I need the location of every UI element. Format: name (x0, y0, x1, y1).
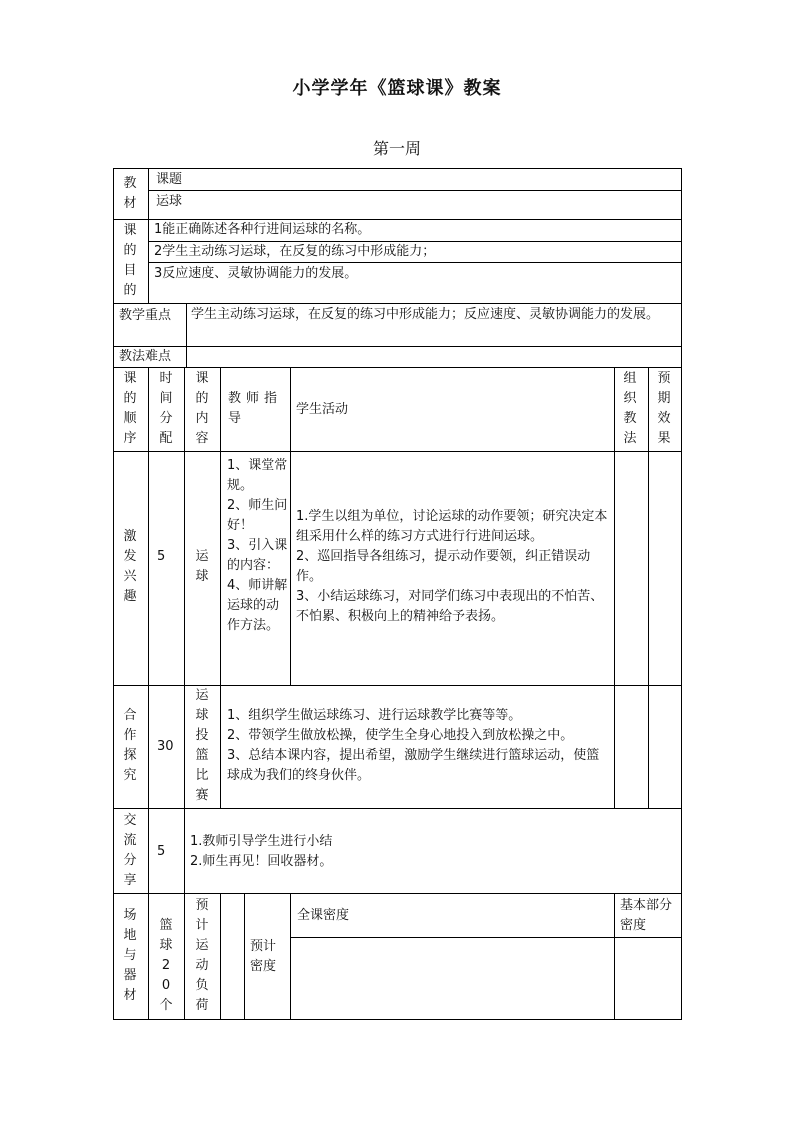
row-divider (113, 367, 682, 368)
density-label: 预计密度 (250, 939, 277, 974)
goal-item: 3反应速度、灵敏协调能力的发展。 (154, 266, 358, 281)
col-divider (290, 367, 291, 685)
equipment-value: 篮球20个 (159, 918, 173, 1013)
phase-time: 30 (157, 739, 174, 754)
goals-label: 课的目的 (123, 223, 137, 298)
col-divider (290, 893, 291, 1020)
phase-activity: 1、组织学生做运球练习、进行运球教学比赛等等。 2、带领学生做放松操，使学生全身心地投入到放松操之中。 3、总结本课内容，提出希望，激励学生继续进行篮球运动，使篮球成为我们的终身伙伴。 (227, 708, 600, 783)
focus-text: 学生主动练习运球，在反复的练习中形成能力；反应速度、灵敏协调能力的发展。 (191, 307, 660, 322)
header-time: 时间分配 (159, 371, 173, 446)
col-divider (614, 893, 615, 1020)
col-divider (614, 367, 615, 685)
phase-order: 合作探究 (123, 708, 137, 783)
difficulty-label: 教法难点 (119, 349, 172, 364)
row-divider (113, 451, 682, 452)
overall-density-label: 全课密度 (297, 908, 350, 923)
col-divider (148, 367, 149, 1020)
col-divider (648, 367, 649, 685)
material-label: 教材 (123, 176, 137, 211)
row-divider (113, 893, 682, 894)
basic-density-label: 基本部分密度 (620, 898, 673, 933)
row-divider (113, 303, 682, 304)
col-divider (220, 367, 221, 685)
col-divider (186, 303, 187, 346)
equipment-label: 场地与器材 (123, 908, 137, 1003)
col-divider (184, 367, 185, 1020)
phase-time: 5 (157, 844, 166, 859)
col-divider (148, 168, 149, 303)
phase-content: 运球投篮比赛 (195, 688, 209, 803)
header-effect: 预期效果 (657, 371, 671, 446)
goal-item: 1能正确陈述各种行进间运球的名称。 (154, 222, 371, 237)
week-heading: 第一周 (372, 139, 421, 158)
phase-order: 激发兴趣 (123, 529, 137, 604)
goal-item: 2学生主动练习运球，在反复的练习中形成能力； (154, 244, 436, 259)
focus-label: 教学重点 (119, 308, 172, 323)
phase-activity: 1.教师引导学生进行小结 2.师生再见！回收器材。 (190, 834, 333, 869)
header-teacher: 教师指导 (228, 391, 283, 426)
topic-value: 运球 (156, 194, 183, 209)
topic-label: 课题 (156, 172, 183, 187)
phase-time: 5 (157, 549, 166, 564)
row-divider (113, 808, 682, 809)
row-divider (148, 262, 682, 263)
col-divider (648, 685, 649, 808)
phase-content: 运球 (195, 549, 209, 584)
header-order: 课的顺序 (123, 371, 137, 446)
row-divider (290, 937, 682, 938)
col-divider (220, 685, 221, 808)
header-student: 学生活动 (296, 402, 349, 417)
col-divider (186, 346, 187, 367)
col-divider (244, 893, 245, 1020)
row-divider (148, 190, 682, 191)
header-org: 组织教法 (623, 371, 637, 446)
phase-teacher-guide: 1、课堂常规。 2、师生问好！ 3、引入课的内容： 4、师讲解运球的动作方法。 (227, 458, 288, 633)
col-divider (220, 893, 221, 1020)
phase-order: 交流分享 (123, 813, 137, 888)
load-label: 预计运动负荷 (195, 898, 209, 1013)
document-title: 小学学年《篮球课》教案 (292, 78, 502, 99)
header-content: 课的内容 (195, 371, 209, 446)
phase-student-activity: 1.学生以组为单位，讨论运球的动作要领；研究决定本组采用什么样的练习方式进行行进间运球。 2、巡回指导各组练习，提示动作要领，纠正错误动作。 3、小结运球练习，对同学们练习中表现出的不怕苦、不怕累、积极向上的精神给予表扬。 (296, 509, 608, 624)
row-divider (113, 346, 682, 347)
col-divider (614, 685, 615, 808)
